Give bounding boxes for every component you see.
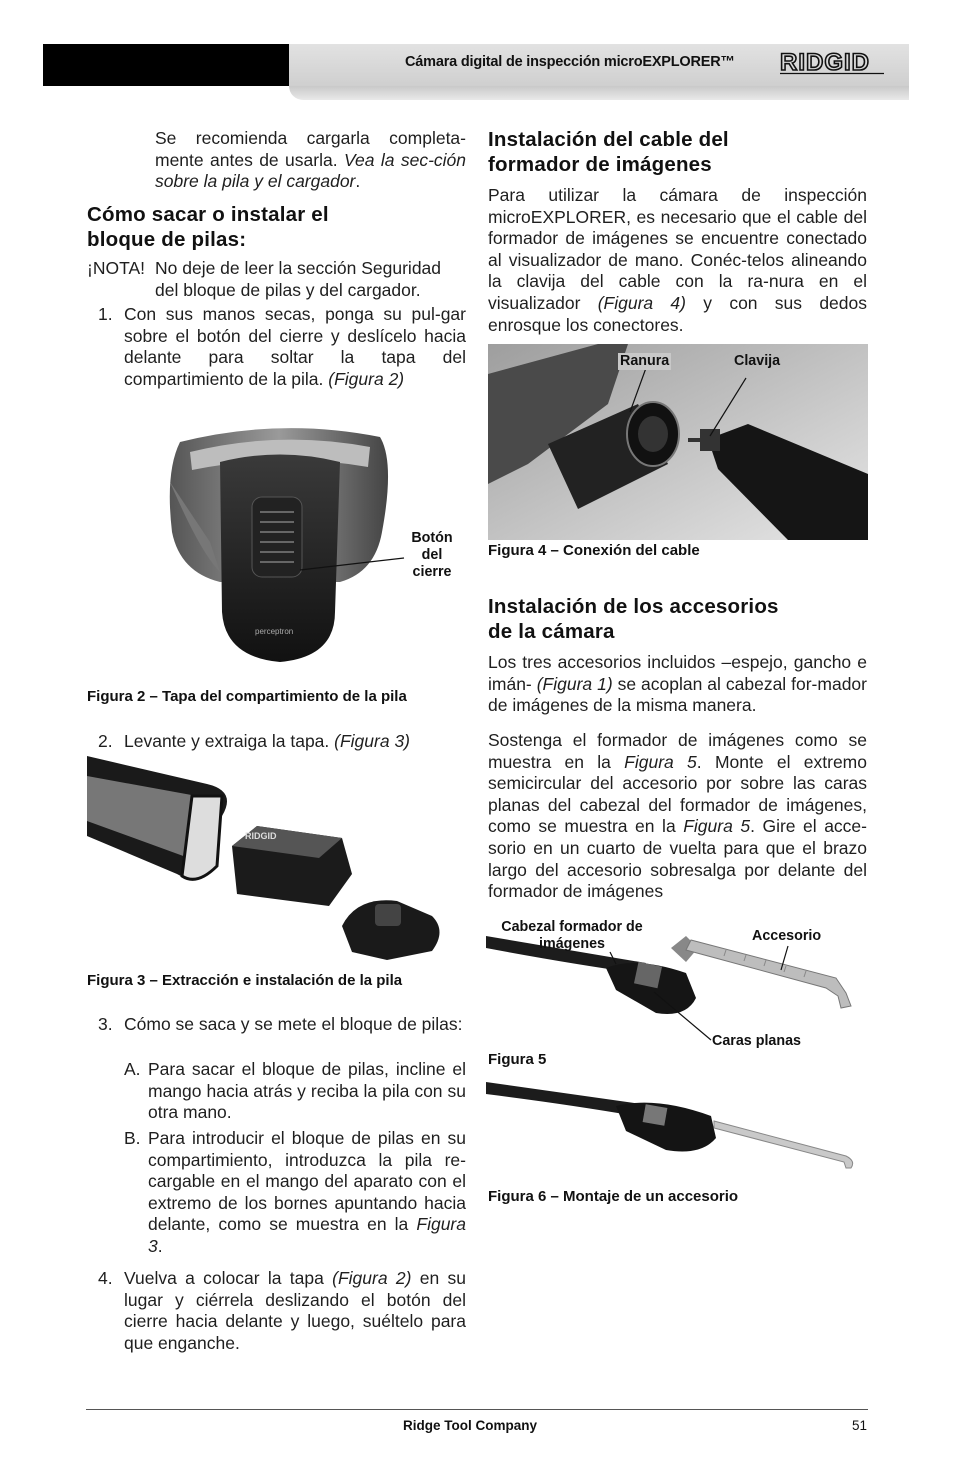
figure-4-caption: Figura 4 – Conexión del cable (488, 542, 700, 559)
paragraph-mounting: Sostenga el formador de imágenes como se muestra en la Figura 5. Monte el extremo semicircular del accesorio por sobre las caras planas del cabezal del formador de imágenes, como se muestra en la Figura 5. Gire el acce-sorio en un cuarto de vuelta para que el brazo largo del accesorio sobresalga por delante del formador de imágenes (488, 730, 867, 902)
step-3a-letter: A. (124, 1059, 141, 1079)
step-3b-letter: B. (124, 1128, 141, 1148)
figure-3-caption: Figura 3 – Extracción e instalación de la pila (87, 972, 403, 989)
figure-2-caption: Figura 2 – Tapa del compartimiento de la pila (87, 688, 407, 705)
step-3b: B. Para introducir el bloque de pilas en su compartimiento, introduzca la pila re-cargable en el mango del aparato con el extremo de los bornes apuntando hacia delante, como se muestra en la Figura 3. (124, 1128, 466, 1256)
step-3a: A. Para sacar el bloque de pilas, incline el mango hacia atrás y reciba la pila con su otra mano. (124, 1059, 466, 1123)
header-title: Cámara digital de inspección microEXPLORER™ (405, 54, 735, 70)
ridgid-logo (778, 49, 886, 75)
step-2: 2. Levante y extraiga la tapa. (Figura 3) (98, 731, 411, 751)
brand-text: RIDGID (780, 49, 870, 75)
figure-5-caption: Figura 5 (488, 1051, 547, 1068)
heading-battery: Cómo sacar o instalar el bloque de pilas: (87, 203, 329, 251)
fig5-label-accesorio: Accesorio (752, 928, 822, 944)
figure-3-image (87, 756, 467, 960)
fig2-label-button: Botón del cierre (411, 530, 453, 580)
paragraph-cable: Para utilizar la cámara de inspección microEXPLORER, es necesario que el cable del formador de imágenes se encuentre conectado al visualizador de mano. Conéc-telos alineando la clavija del cable con la ra-nura en el visualizador (Figura 4) y con sus dedos enrosque los conectores. (488, 185, 868, 335)
fig5-label-caras: Caras planas (712, 1033, 802, 1049)
header-grey-tail (289, 86, 909, 100)
heading-accessories: Instalación de los accesorios de la cámara (488, 595, 779, 643)
step-4-number: 4. (98, 1268, 113, 1288)
step-1: 1. Con sus manos secas, ponga su pul-gar sobre el botón del cierre y deslícelo hacia delante para soltar la tapa del compartimiento de la pila. (Figura 2) (98, 304, 466, 389)
paragraph-accessories: Los tres accesorios incluidos –espejo, gancho e imán- (Figura 1) se acoplan al cabezal for-mador de imágenes de la misma manera. (488, 652, 867, 716)
step-3: 3. Cómo se saca y se mete el bloque de pilas: (98, 1014, 463, 1034)
svg-text:RIDGID: RIDGID (245, 831, 277, 841)
fig5-label-cabezal: Cabezal formador de imágenes (501, 919, 643, 952)
heading-cable: Instalación del cable del formador de imágenes (488, 128, 729, 176)
svg-text:perceptron: perceptron (255, 627, 294, 636)
footer-rule (86, 1409, 868, 1410)
note-text: No deje de leer la sección Seguridad del bloque de pilas y del cargador. (155, 258, 442, 300)
note-label: ¡NOTA! (87, 258, 146, 278)
figure-6-caption: Figura 6 – Montaje de un accesorio (488, 1188, 739, 1205)
page-number: 51 (852, 1418, 868, 1433)
figure-6-image (486, 1076, 868, 1176)
fig4-label-clavija: Clavija (734, 353, 781, 369)
fig4-label-ranura: Ranura (620, 353, 670, 369)
step-1-number: 1. (98, 304, 113, 324)
footer-company: Ridge Tool Company (403, 1418, 537, 1433)
step-2-number: 2. (98, 731, 113, 751)
intro-paragraph: Se recomienda cargarla completa-mente antes de usarla. Vea la sec-ción sobre la pila y el cargador. (155, 128, 466, 192)
step-3-number: 3. (98, 1014, 113, 1034)
step-4: 4. Vuelva a colocar la tapa (Figura 2) en su lugar y ciérrela deslizando el botón del cierre hacia delante y luego, suéltelo para que enganche. (98, 1268, 466, 1353)
header-black-bar (43, 44, 289, 86)
note-block (87, 258, 467, 301)
figure-4-image (488, 344, 868, 540)
